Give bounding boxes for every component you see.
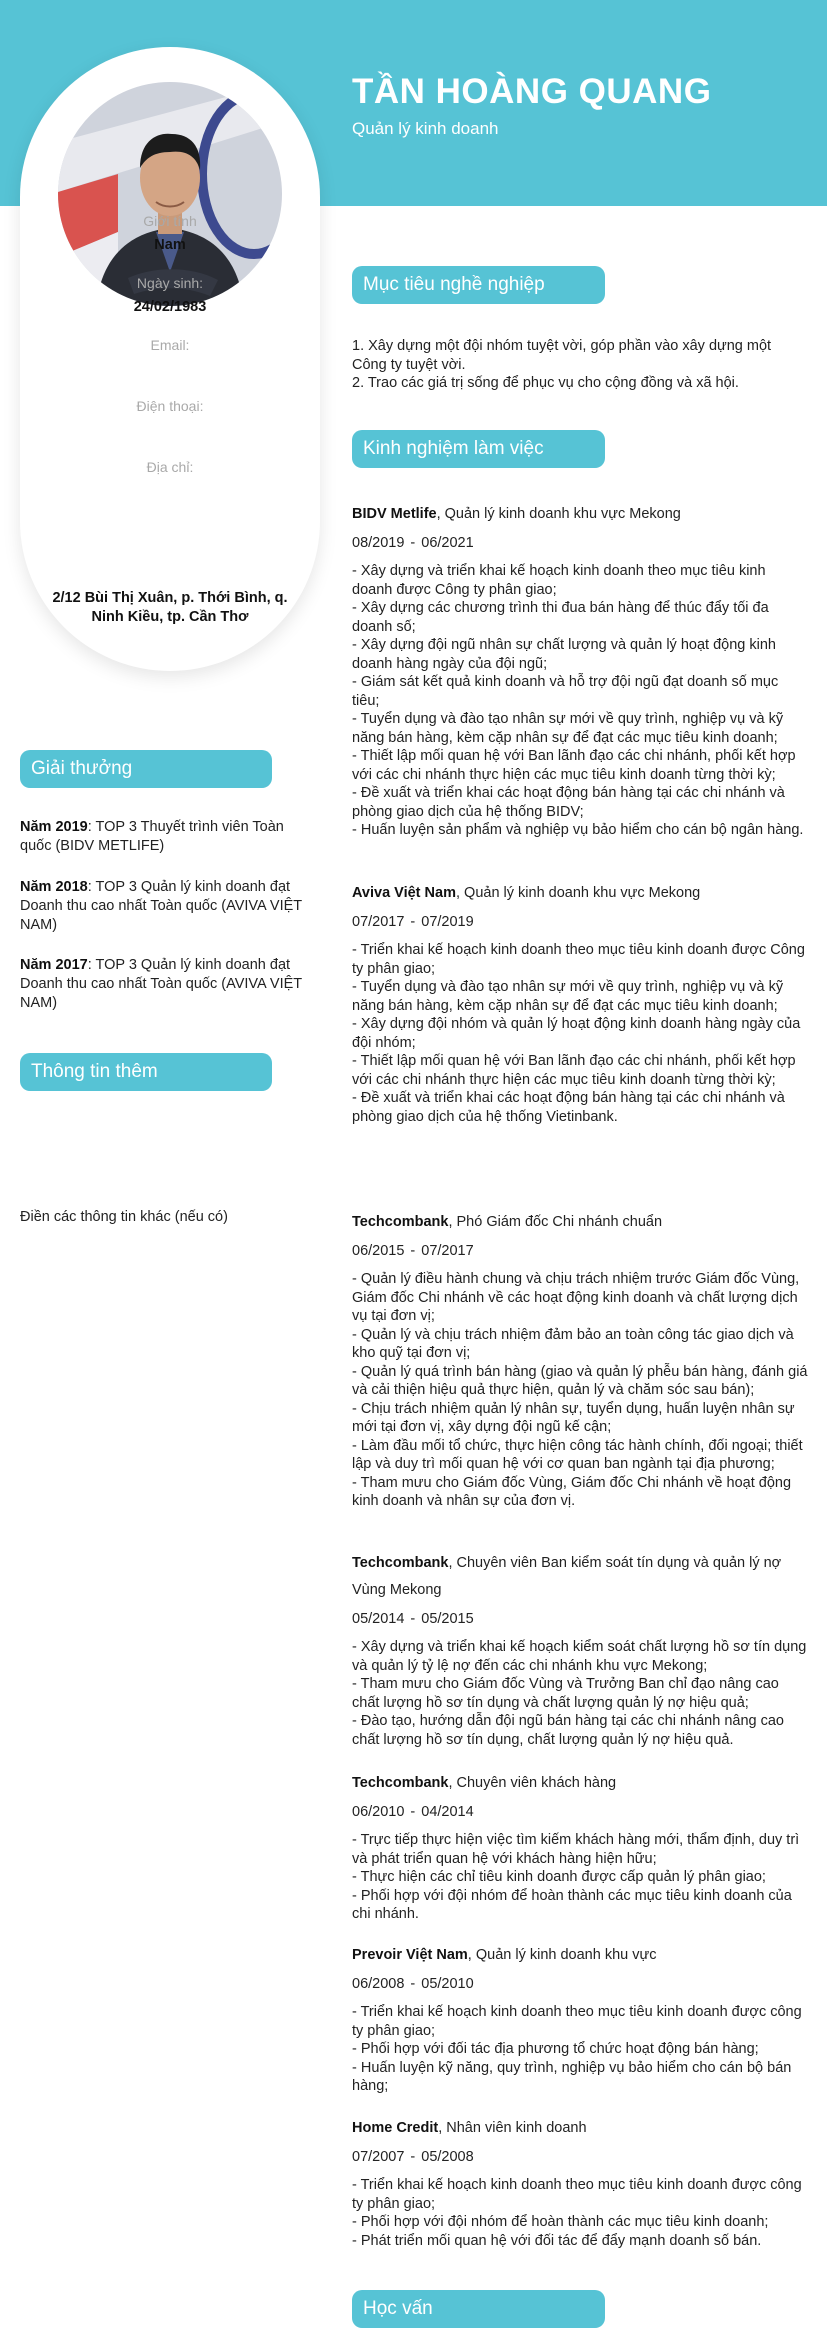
experience-item [352, 1942, 808, 2096]
award-year: Năm 2018 [20, 879, 88, 895]
job-role: , Chuyên viên khách hàng [448, 1775, 617, 1791]
more-info-text: Điền các thông tin khác (nếu có) [20, 1209, 228, 1225]
date-separator: - [410, 1611, 416, 1627]
experience-item [352, 880, 808, 1126]
job-start: 05/2014 [352, 1611, 405, 1627]
experience-item [352, 2115, 808, 2250]
section-awards: Giải thưởng [20, 750, 272, 788]
job-company: Techcombank [352, 1214, 449, 1230]
job-role: , Quản lý kinh doanh khu vực Mekong [436, 506, 681, 522]
job-company: Techcombank [352, 1555, 449, 1571]
job-end: 05/2015 [421, 1611, 474, 1627]
job-description: - Triển khai kế hoạch kinh doanh theo mục tiêu kinh doanh được công ty phân giao; - Phối hợp với đối tác địa phương tổ chức hoạt động bán hàng; - Huấn luyện kỹ năng, quy trình, nghiệp vụ bảo hiểm cho cán bộ bán hàng; [352, 2004, 802, 2094]
address-value: 2/12 Bùi Thị Xuân, p. Thới Bình, q. Ninh Kiều, tp. Cần Thơ [52, 590, 288, 625]
avatar [58, 82, 282, 306]
experience-item [352, 1770, 808, 1924]
section-experience: Kinh nghiệm làm việc [352, 430, 605, 468]
date-separator: - [410, 1804, 416, 1820]
job-start: 07/2017 [352, 914, 405, 930]
gender-value: Nam [154, 237, 186, 253]
job-role: , Quản lý kinh doanh khu vực Mekong [455, 885, 701, 901]
section-education: Học vấn [352, 2290, 605, 2328]
award-text: : TOP 3 Thuyết trình viên Toàn quốc (BIDV METLIFE) [20, 819, 284, 854]
email-label: Email: [150, 337, 190, 353]
job-start: 06/2015 [352, 1243, 405, 1259]
experience-item [352, 501, 808, 840]
job-description: - Trực tiếp thực hiện việc tìm kiếm khách hàng mới, thẩm định, duy trì và phát triển quan hệ với khách hàng hiện hữu; - Thực hiện các chỉ tiêu kinh doanh được cấp quản lý phân giao; - Phối hợp với đội nhóm để hoàn thành các mục tiêu kinh doanh của chi nhánh. [352, 1832, 800, 1922]
section-objective: Mục tiêu nghề nghiệp [352, 266, 605, 304]
date-separator: - [410, 1976, 416, 1992]
job-end: 07/2017 [421, 1243, 474, 1259]
award-item [20, 956, 310, 1013]
experience-item [352, 1209, 808, 1511]
avatar-photo [58, 82, 282, 306]
job-role: , Nhân viên kinh doanh [438, 2120, 587, 2136]
job-end: 05/2008 [421, 2149, 474, 2165]
dob-value: 24/02/1983 [133, 299, 207, 315]
job-start: 07/2007 [352, 2149, 405, 2165]
job-company: Prevoir Việt Nam [352, 1947, 468, 1963]
dob-label: Ngày sinh: [136, 275, 204, 291]
job-company: Home Credit [352, 2120, 439, 2136]
address-label: Địa chỉ: [146, 459, 194, 475]
job-company: Aviva Việt Nam [352, 885, 456, 901]
award-year: Năm 2019 [20, 819, 88, 835]
job-company: BIDV Metlife [352, 506, 437, 522]
date-separator: - [410, 1243, 416, 1259]
gender-label: Giới tính [143, 213, 197, 229]
award-item [20, 878, 310, 935]
job-description: - Quản lý điều hành chung và chịu trách nhiệm trước Giám đốc Vùng, Giám đốc Chi nhánh về các hoạt động kinh doanh và chất lượng dịch vụ tại đơn vị; - Quản lý và chịu trách nhiệm đảm bảo an toàn công tác giao dịch và kho quỹ tại đơn vị; - Quản lý quá trình bán hàng (giao và quản lý phễu bán hàng, đánh giá và cải thiện hiệu quả thực hiện, quản lý và chăm sóc sau bán); - Chịu trách nhiệm quản lý nhân sự, tuyển dụng, huấn luyện nhân sự mới tại đơn vị, xây dựng đội ngũ kế cận; - Làm đầu mối tổ chức, thực hiện công tác hành chính, đối ngoại; thiết lập và duy trì mối quan hệ với cơ quan ban ngành tại địa phương; - Tham mưu cho Giám đốc Vùng, Giám đốc Chi nhánh về hoạt động kinh doanh và nhân sự của đơn vị. [352, 1271, 808, 1509]
job-start: 08/2019 [352, 535, 405, 551]
job-description: - Xây dựng và triển khai kế hoạch kiểm soát chất lượng hồ sơ tín dụng và quản lý tỷ lệ nợ đến các chi nhánh khu vực Mekong; - Tham mưu cho Giám đốc Vùng và Trưởng Ban chỉ đạo nâng cao chất lượng hồ sơ tín dụng và chất lượng quản lý nợ hiệu quả; - Đào tạo, hướng dẫn đội ngũ bán hàng tại các chi nhánh nâng cao chất lượng hồ sơ tín dụng, chất lượng quản lý nợ hiệu quả. [352, 1639, 807, 1748]
profile-card [20, 47, 320, 671]
award-text: : TOP 3 Quản lý kinh doanh đạt Doanh thu cao nhất Toàn quốc (AVIVA VIỆT NAM) [20, 957, 302, 1011]
job-role: , Phó Giám đốc Chi nhánh chuẩn [448, 1214, 663, 1230]
job-description: - Triển khai kế hoạch kinh doanh theo mục tiêu kinh doanh được công ty phân giao; - Phối hợp với đội nhóm để hoàn thành các mục tiêu kinh doanh; - Phát triển mối quan hệ với đối tác để đẩy mạnh doanh số bán. [352, 2177, 802, 2249]
date-separator: - [410, 914, 416, 930]
job-end: 05/2010 [421, 1976, 474, 1992]
section-more-info: Thông tin thêm [20, 1053, 272, 1091]
objective-text: 1. Xây dựng một đội nhóm tuyệt vời, góp phần vào xây dựng một Công ty tuyệt vời. 2. Trao các giá trị sống để phục vụ cho cộng đồng và xã hội. [352, 338, 772, 391]
award-text: : TOP 3 Quản lý kinh doanh đạt Doanh thu cao nhất Toàn quốc (AVIVA VIỆT NAM) [20, 879, 302, 933]
experience-item [352, 1550, 808, 1749]
job-end: 06/2021 [421, 535, 474, 551]
job-role: , Chuyên viên Ban kiểm soát tín dụng và quản lý nợ Vùng Mekong [352, 1555, 782, 1598]
job-company: Techcombank [352, 1775, 449, 1791]
candidate-name: TẦN HOÀNG QUANG [352, 72, 712, 111]
job-role: , Quản lý kinh doanh khu vực [467, 1947, 657, 1963]
date-separator: - [410, 535, 416, 551]
job-description: - Xây dựng và triển khai kế hoạch kinh doanh theo mục tiêu kinh doanh được Công ty phân giao; - Xây dựng các chương trình thi đua bán hàng để thúc đẩy tối đa doanh số; - Xây dựng đội ngũ nhân sự chất lượng và quản lý hoạt động kinh doanh hàng ngày của đội ngũ; - Giám sát kết quả kinh doanh và hỗ trợ đội ngũ đạt doanh số mục tiêu; - Tuyển dụng và đào tạo nhân sự mới về quy trình, nghiệp vụ và kỹ năng bán hàng, kèm cặp nhân sự để đạt các mục tiêu kinh doanh; - Thiết lập mối quan hệ với Ban lãnh đạo các chi nhánh, phối kết hợp với các chi nhánh thực hiện các mục tiêu kinh doanh từng thời kỳ; - Đề xuất và triển khai các hoạt động bán hàng tại các chi nhánh và phòng giao dịch của hệ thống BIDV; - Huấn luyện sản phẩm và nghiệp vụ bảo hiểm cho cán bộ ngân hàng. [352, 563, 804, 838]
award-item [20, 818, 310, 856]
phone-label: Điện thoại: [136, 398, 204, 414]
job-start: 06/2008 [352, 1976, 405, 1992]
award-year: Năm 2017 [20, 957, 88, 973]
date-separator: - [410, 2149, 416, 2165]
job-description: - Triển khai kế hoạch kinh doanh theo mục tiêu kinh doanh được Công ty phân giao; - Tuyển dụng và đào tạo nhân sự mới về quy trình, nghiệp vụ và kỹ năng bán hàng, kèm cặp nhân sự để đạt các mục tiêu kinh doanh; - Xây dựng đội nhóm và quản lý hoạt động kinh doanh hàng ngày của đội nhóm; - Thiết lập mối quan hệ với Ban lãnh đạo các chi nhánh, phối kết hợp với các chi nhánh thực hiện các mục tiêu kinh doanh từng thời kỳ; - Đề xuất và triển khai các hoạt động bán hàng tại các chi nhánh và phòng giao dịch của hệ thống Vietinbank. [352, 942, 805, 1125]
job-end: 07/2019 [421, 914, 474, 930]
job-start: 06/2010 [352, 1804, 405, 1820]
job-end: 04/2014 [421, 1804, 474, 1820]
candidate-title: Quản lý kinh doanh [352, 119, 499, 138]
